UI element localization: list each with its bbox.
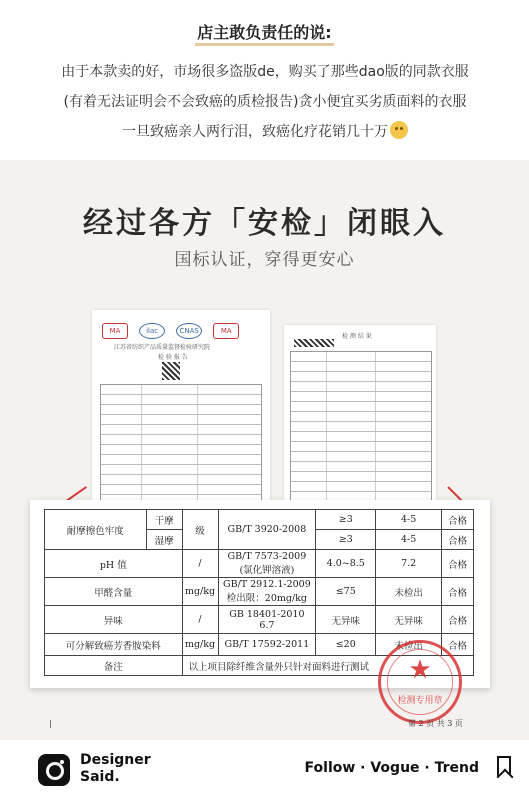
- table-cell: GB 18401-2010 6.7: [218, 606, 316, 634]
- table-cell: 合格: [442, 550, 474, 578]
- table-cell: 湿摩: [146, 530, 182, 550]
- report-info-grid: [100, 384, 262, 506]
- table-cell: 未检出: [376, 634, 442, 656]
- intro-line-1: 由于本款卖的好，市场很多盗版de，购买了那些dao版的同款衣服: [61, 64, 469, 80]
- table-cell: 未检出: [376, 578, 442, 606]
- stamp-label: 检测专用章: [397, 696, 443, 706]
- remark-text: 以上项目除纤维含量外只针对面料进行测试: [182, 656, 473, 676]
- poster-subtitle: 国标认证，穿得更安心: [174, 250, 355, 270]
- star-icon: ★: [408, 655, 432, 685]
- certification-poster: [0, 160, 529, 740]
- brand-line-1: Designer: [80, 752, 151, 768]
- table-cell: 可分解致癌芳香胺染料: [45, 634, 183, 656]
- inspection-report-cover: [92, 310, 270, 510]
- table-cell: 甲醛含量: [45, 578, 183, 606]
- table-cell: 耐摩擦色牢度: [45, 510, 147, 550]
- cma-logo-icon: MA: [102, 323, 128, 339]
- table-cell: 合格: [442, 530, 474, 550]
- poster-title: 经过各方「安检」闭眼入: [83, 206, 446, 241]
- page-number: 第 2 页 共 3 页: [408, 719, 463, 728]
- qr-code-icon: [162, 362, 180, 380]
- footer-bar: [0, 740, 529, 800]
- table-row: [45, 510, 474, 530]
- remark-label: 备注: [45, 656, 183, 676]
- cnas-logo-icon: CNAS: [176, 323, 202, 339]
- table-cell: pH 值: [45, 550, 183, 578]
- results-grid: [290, 351, 432, 503]
- cma-logo-2-icon: MA: [213, 323, 239, 339]
- inspection-seal-stamp: [378, 640, 462, 724]
- camera-logo-icon[interactable]: [38, 754, 70, 786]
- table-cell: ≤75: [316, 578, 376, 606]
- test-results-page: [284, 325, 436, 510]
- headline: [0, 20, 529, 46]
- table-cell: GB/T 3920-2008: [218, 510, 316, 550]
- table-cell: GB/T 17592-2011: [218, 634, 316, 656]
- table-cell: 7.2: [376, 550, 442, 578]
- table-cell: 异味: [45, 606, 183, 634]
- page-margin-mark: [50, 720, 51, 728]
- table-cell: /: [182, 606, 218, 634]
- barcode-icon: [294, 339, 334, 347]
- table-cell: 无异味: [316, 606, 376, 634]
- ilac-logo-icon: ilac: [139, 323, 165, 339]
- table-cell: 合格: [442, 510, 474, 530]
- intro-section: [0, 0, 529, 160]
- table-cell: 合格: [442, 606, 474, 634]
- table-cell: 4.0~8.5: [316, 550, 376, 578]
- table-cell: GB/T 7573-2009 (氯化钾溶液): [218, 550, 316, 578]
- table-row: [45, 606, 474, 634]
- table-cell: ≥3: [316, 530, 376, 550]
- table-cell: 干摩: [146, 510, 182, 530]
- report-institute-name: 江苏省纺织产品质量监督检验研究院: [114, 344, 211, 351]
- table-cell: 4-5: [376, 530, 442, 550]
- table-cell: 4-5: [376, 510, 442, 530]
- tagline: Follow · Vogue · Trend: [304, 760, 479, 776]
- table-cell: /: [182, 550, 218, 578]
- table-cell: GB/T 2912.1-2009 检出限：20mg/kg: [218, 578, 316, 606]
- sad-face-emoji-icon: [390, 121, 408, 139]
- table-cell: 合格: [442, 578, 474, 606]
- certification-logos: [102, 318, 245, 336]
- table-cell: mg/kg: [182, 578, 218, 606]
- results-title: 检 测 结 果: [342, 333, 372, 340]
- table-cell: 级: [182, 510, 218, 550]
- table-row: [45, 550, 474, 578]
- brand-name[interactable]: [80, 752, 170, 786]
- table-cell: 无异味: [376, 606, 442, 634]
- table-row: [45, 578, 474, 606]
- table-cell: ≤20: [316, 634, 376, 656]
- bookmark-icon[interactable]: [497, 756, 511, 776]
- table-cell: 合格: [442, 634, 474, 656]
- intro-line-3-text: 一旦致癌亲人两行泪，致癌化疗花销几十万: [122, 124, 388, 140]
- report-type: 检 验 报 告: [158, 354, 188, 361]
- intro-line-3: [20, 118, 510, 146]
- table-cell: mg/kg: [182, 634, 218, 656]
- brand-line-2: Said.: [80, 769, 120, 785]
- headline-text: 店主敢负责任的说:: [195, 20, 333, 46]
- intro-line-2: (有着无法证明会不会致癌的质检报告)贪小便宜买劣质面料的衣服: [63, 94, 467, 110]
- table-cell: ≥3: [316, 510, 376, 530]
